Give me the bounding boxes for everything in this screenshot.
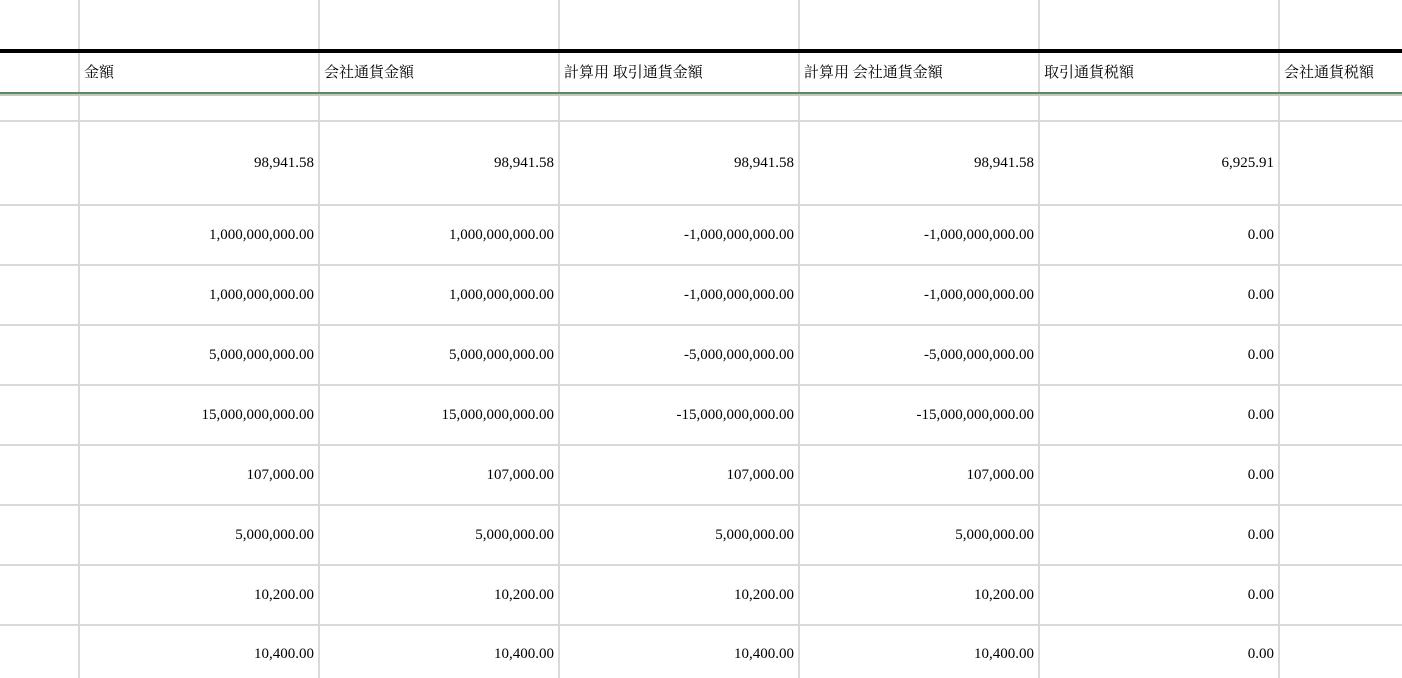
- cell-calc-transaction-amount[interactable]: 5,000,000.00: [715, 527, 794, 543]
- cell-transaction-tax[interactable]: 0.00: [1247, 347, 1274, 363]
- column-divider: [558, 0, 560, 678]
- row-divider: [0, 504, 1402, 506]
- cell-company-amount[interactable]: 15,000,000,000.00: [441, 407, 554, 423]
- cell-calc-transaction-amount[interactable]: -15,000,000,000.00: [676, 407, 794, 423]
- cell-calc-company-amount[interactable]: 10,400.00: [974, 646, 1034, 662]
- row-divider: [0, 264, 1402, 266]
- cell-company-amount[interactable]: 98,941.58: [494, 155, 554, 171]
- cell-transaction-tax[interactable]: 0.00: [1247, 407, 1274, 423]
- row-divider: [0, 324, 1402, 326]
- cell-calc-company-amount[interactable]: -5,000,000,000.00: [924, 347, 1034, 363]
- cell-calc-company-amount[interactable]: 98,941.58: [974, 155, 1034, 171]
- cell-calc-company-amount[interactable]: -1,000,000,000.00: [924, 227, 1034, 243]
- cell-amount[interactable]: 1,000,000,000.00: [209, 227, 314, 243]
- cell-calc-company-amount[interactable]: 107,000.00: [966, 467, 1034, 483]
- row-divider: [0, 444, 1402, 446]
- cell-amount[interactable]: 5,000,000.00: [235, 527, 314, 543]
- row-divider: [0, 384, 1402, 386]
- cell-company-amount[interactable]: 107,000.00: [486, 467, 554, 483]
- cell-transaction-tax[interactable]: 6,925.91: [1221, 155, 1274, 171]
- cell-calc-transaction-amount[interactable]: -5,000,000,000.00: [684, 347, 794, 363]
- column-header-company-tax[interactable]: 会社通貨税額: [1284, 65, 1375, 81]
- column-header-amount[interactable]: 金額: [84, 65, 115, 81]
- cell-calc-company-amount[interactable]: -15,000,000,000.00: [916, 407, 1034, 423]
- cell-calc-company-amount[interactable]: 10,200.00: [974, 587, 1034, 603]
- cell-company-amount[interactable]: 1,000,000,000.00: [449, 287, 554, 303]
- cell-company-amount[interactable]: 5,000,000.00: [475, 527, 554, 543]
- cell-amount[interactable]: 10,400.00: [254, 646, 314, 662]
- cell-transaction-tax[interactable]: 0.00: [1247, 527, 1274, 543]
- cell-calc-transaction-amount[interactable]: 10,400.00: [734, 646, 794, 662]
- column-divider: [798, 0, 800, 678]
- column-header-company-currency-amount[interactable]: 会社通貨金額: [324, 65, 415, 81]
- column-header-calc-company-amount[interactable]: 計算用 会社通貨金額: [804, 65, 943, 81]
- cell-amount[interactable]: 98,941.58: [254, 155, 314, 171]
- header-bottom-shadow: [0, 94, 1402, 96]
- cell-transaction-tax[interactable]: 0.00: [1247, 587, 1274, 603]
- cell-transaction-tax[interactable]: 0.00: [1247, 287, 1274, 303]
- row-divider: [0, 120, 1402, 122]
- cell-calc-company-amount[interactable]: -1,000,000,000.00: [924, 287, 1034, 303]
- column-header-transaction-tax[interactable]: 取引通貨税額: [1044, 65, 1135, 81]
- cell-company-amount[interactable]: 10,200.00: [494, 587, 554, 603]
- cell-amount[interactable]: 15,000,000,000.00: [201, 407, 314, 423]
- cell-calc-transaction-amount[interactable]: 107,000.00: [726, 467, 794, 483]
- cell-calc-company-amount[interactable]: 5,000,000.00: [955, 527, 1034, 543]
- cell-calc-transaction-amount[interactable]: 98,941.58: [734, 155, 794, 171]
- cell-amount[interactable]: 5,000,000,000.00: [209, 347, 314, 363]
- cell-company-amount[interactable]: 5,000,000,000.00: [449, 347, 554, 363]
- cell-transaction-tax[interactable]: 0.00: [1247, 227, 1274, 243]
- cell-amount[interactable]: 107,000.00: [246, 467, 314, 483]
- row-divider: [0, 204, 1402, 206]
- row-divider: [0, 624, 1402, 626]
- cell-company-amount[interactable]: 1,000,000,000.00: [449, 227, 554, 243]
- cell-transaction-tax[interactable]: 0.00: [1247, 467, 1274, 483]
- cell-calc-transaction-amount[interactable]: -1,000,000,000.00: [684, 227, 794, 243]
- cell-calc-transaction-amount[interactable]: -1,000,000,000.00: [684, 287, 794, 303]
- column-divider: [318, 0, 320, 678]
- column-divider: [78, 0, 80, 678]
- column-divider: [1278, 0, 1280, 678]
- cell-transaction-tax[interactable]: 0.00: [1247, 646, 1274, 662]
- cell-amount[interactable]: 1,000,000,000.00: [209, 287, 314, 303]
- row-divider: [0, 564, 1402, 566]
- cell-company-amount[interactable]: 10,400.00: [494, 646, 554, 662]
- cell-amount[interactable]: 10,200.00: [254, 587, 314, 603]
- column-header-calc-transaction-amount[interactable]: 計算用 取引通貨金額: [564, 65, 703, 81]
- cell-calc-transaction-amount[interactable]: 10,200.00: [734, 587, 794, 603]
- column-divider: [1038, 0, 1040, 678]
